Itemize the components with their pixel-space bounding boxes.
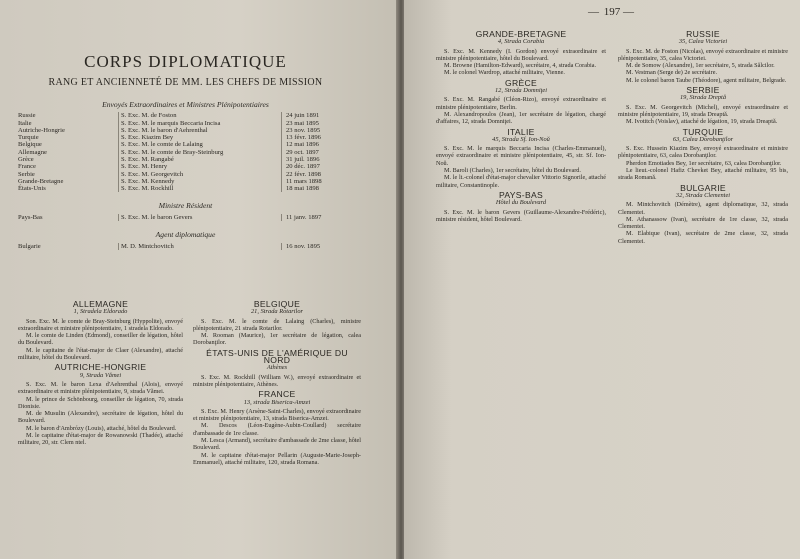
mission-entry: M. le capitaine de l'état-major de Claer (Alexandre), attaché militaire, hôtel du Boulevard. [18,346,183,362]
rank-date: 20 déc. 1897 [286,163,320,171]
mission-turquie [618,126,788,182]
mission-address: 9, Strada Vămei [79,371,122,379]
rank-row [18,141,353,148]
mission-address: 32, Strada Clementei [675,191,731,199]
rank-country: Allemagne [18,148,47,156]
mission-entry: Le lieut.-colonel Hafiz Chevket Bey, attaché militaire, 95 bis, strada Romană. [618,167,788,182]
mission-header: ITALIE [507,126,535,137]
rank-date: 23 mai 1895 [286,119,319,127]
rank-row [18,171,353,178]
rank-date: 16 nov. 1895 [286,242,321,250]
rank-country: États-Unis [18,185,46,193]
rank-country: Serbie [18,170,35,178]
rank-row [18,120,353,127]
mission-etats-unis [193,347,361,388]
rank-name: S. Exc. M. Georgevitch [119,171,282,178]
rank-name: M. D. Mintchovitch [119,243,282,250]
mission-entry: Pherdon Emotiades Bey, 1er secrétaire, 63, calea Dorobanţilor. [626,159,782,167]
mission-entry: S. Exc. M. le comte de Lalaing (Charles), ministre plénipotentiaire, 21 strada Rotarilor. [193,317,361,332]
mission-header: TURQUIE [682,126,724,137]
rank-date: 13 févr. 1896 [286,134,321,142]
left-page [0,0,398,559]
rank-country: Italie [18,119,32,127]
right-page [404,0,800,559]
rank-row [18,185,353,192]
resident-table [18,214,353,221]
rank-name: S. Exc. Kiazim Bey [119,134,282,141]
mission-entry: M. Vestman (Serge de) 2e secrétaire. [626,69,718,77]
resident-heading: Ministre Résident [158,201,213,211]
mission-header: GRÈCE [504,77,538,88]
mission-header: AUTRICHE-HONGRIE [54,362,147,373]
rank-name: S. Exc. M. le comte de Lalaing [119,141,282,148]
rank-date: 31 juil. 1896 [286,156,320,163]
agent-table [18,243,353,250]
mission-address: 35, Calea Victoriei [678,38,728,46]
mission-address: Hôtel du Boulevard [495,199,547,207]
mission-entry: M. de Musulin (Alexandre), secrétaire de légation, hôtel du Boulevard. [18,410,183,425]
mission-header: GRANDE-BRETAGNE [475,29,567,39]
left-mission-col-2 [193,298,361,466]
rank-name: S. Exc. M. Kennedy [119,178,282,185]
mission-address: Athènes [266,364,288,372]
rank-date: 22 févr. 1898 [286,170,321,178]
mission-entry: M. Ivotitch (Voislav), attaché de légation, 19, strada Dreaptă. [626,118,778,126]
right-mission-col-2 [618,28,788,245]
rank-country: Autriche-Hongrie [18,126,65,134]
rank-name: S. Exc. M. le marquis Beccaria Incisa [119,120,282,127]
mission-france [193,391,361,466]
mission-header: BULGARIE [680,182,726,193]
mission-russie [618,31,788,84]
rank-date: 18 mai 1898 [286,185,319,193]
mission-entry: S. Exc. Hussein Kiazim Bey, envoyé extraordinaire et ministre plénipotentiaire, 63, calea Dorobanţilor. [618,145,788,160]
rank-country: France [18,163,36,171]
mission-header: ALLEMAGNE [72,299,129,309]
mission-header: RUSSIE [686,29,720,39]
rank-row [18,214,353,221]
mission-entry: M. le prince de Schönbourg, conseiller de légation, 70, strada Dionisie. [18,395,183,410]
rank-name: S. Exc. M. le baron d'Aehrenthal [119,127,282,134]
right-mission-col-1 [436,28,606,245]
rank-country: Russie [18,112,36,120]
left-missions [18,298,363,466]
mission-entry: S. Exc. M. Kennedy (I. Gordon) envoyé extraordinaire et ministre plénipotentiaire, hôtel du Boulevard. [436,47,606,62]
mission-entry: M. Alexandropoulos (Jean), 1er secrétaire de légation, chargé d'affaires, 12, strada Domniţei. [436,110,606,126]
rank-row [18,127,353,134]
mission-header: PAYS-BAS [498,189,544,200]
mission-entry: S. Exc. M. Henry (Arsène-Saint-Charles), envoyé extraordinaire et ministre plénipotentiaire, 13, strada Biserica-Amzei. [193,407,361,423]
rank-country: Bulgarie [18,242,41,250]
rank-country: Turquie [18,134,39,142]
mission-address: 19, Strada Dreptă [679,94,727,102]
rank-row [18,134,353,141]
mission-entry: S. Exc. M. de Foston (Nicolas), envoyé extraordinaire et ministre plénipotentiaire, 35, calea Victoriei. [618,47,788,62]
mission-grande-bretagne [436,31,606,77]
rank-date: 23 nov. 1895 [286,126,321,134]
mission-entry: M. le colonel baron Taube (Théodore), agent militaire, Belgrade. [626,76,787,84]
rank-row [18,243,353,250]
mission-entry: M. de Somow (Alexandre), 1er secrétaire, 5, strada Sălcilor. [626,62,775,70]
page-number: — 197 — [588,6,636,18]
mission-entry: M. Elabique (Ivan), secrétaire de 2me classe, 32, strada Clementei. [618,230,788,245]
mission-header: SERBIE [686,85,720,96]
mission-entry: S. Exc. M. le baron Gevers (Guillaume-Alexandre-Frédéric), ministre résident, hôtel Boulevard. [436,208,606,223]
rank-name: S. Exc. M. de Foston [119,112,282,119]
mission-address: 4, Strada Corabia [497,38,545,46]
rank-country: Belgique [18,141,42,149]
agent-heading: Agent diplomatique [155,230,216,240]
rank-name: S. Exc. M. Rangabé [119,156,282,163]
rank-country: Grande-Bretagne [18,177,64,185]
envoyes-heading: Envoyés Extraordinaires et Ministres Plénipotentiaires [102,99,269,109]
rank-row [18,156,353,163]
mission-grece [436,77,606,126]
mission-entry: M. Athanassow (Ivan), secrétaire de 1re classe, 32, strada Clementei. [618,215,788,231]
rank-name: S. Exc. M. Henry [119,163,282,170]
mission-address: 45, Strada Sf. Ion-Noŭ [492,135,550,143]
mission-address: 13, strada Biserica-Amzei [243,398,311,406]
mission-entry: M. Browne (Hamilton-Edward), secrétaire, 4, strada Corabia. [444,62,597,70]
rank-date: 11 janv. 1897 [286,213,322,221]
mission-pays-bas [436,189,606,223]
mission-bulgarie [618,182,788,245]
page-number-value: 197 [603,6,621,18]
rank-row [18,112,353,119]
mission-autriche-hongrie [18,364,183,446]
envoyes-table [18,112,353,192]
mission-address: 63, Calea Dorobanţilor [672,135,734,143]
mission-entry: S. Exc. M. le baron Lexa d'Aehrenthal (Alois), envoyé extraordinaire et ministre plénipotentiaire, 9, strada Vămei. [18,380,183,396]
mission-entry: M. Baroli (Charles), 1er secrétaire, hôtel du Boulevard. [444,167,581,175]
mission-entry: M. le baron d'Ambrózy (Louis), attaché, hôtel du Boulevard. [26,424,177,432]
rank-date: 12 mai 1896 [286,141,319,149]
page-title: CORPS DIPLOMATIQUE [84,52,287,71]
rank-row [18,149,353,156]
mission-entry: Son. Exc. M. le comte de Bray-Steinburg (Hyppolite), envoyé extraordinaire et ministre plénipotentiaire, 1 stradela Eldorado. [18,317,183,332]
mission-address: 12, Strada Domniţei [494,87,547,95]
mission-entry: S. Exc. M. Rangabé (Cléon-Rizo), envoyé extraordinaire et ministre plénipotentiaire, Berlin. [436,96,606,111]
right-missions [436,28,788,245]
mission-address: 21, Strada Rotarilor [250,308,304,316]
mission-allemagne [18,301,183,361]
left-mission-col-1 [18,298,183,466]
mission-entry: S. Exc. M. le marquis Beccaria Incisa (Charles-Emmanuel), envoyé extraordinaire et ministre plénipotentiaire, 45, str. Sf. Ion-Noŭ. [436,145,606,167]
mission-address: 1, Stradela Eldorado [73,308,128,316]
mission-entry: M. le comte de Linden (Edmond), conseiller de légation, hôtel du Boulevard. [18,332,183,347]
rank-date: 11 mars 1898 [286,177,322,185]
mission-header: BELGIQUE [253,299,301,309]
rank-name: S. Exc. M. le baron Gevers [119,214,282,221]
mission-header: FRANCE [258,389,296,400]
rank-date: 29 oct. 1897 [286,148,319,156]
mission-entry: M. Descos (Léon-Eugène-Aubin-Coullard) secrétaire d'ambassade de 1re classe. [193,422,361,437]
mission-header: ÉTATS-UNIS DE L'AMÉRIQUE DU NORD [206,347,348,366]
mission-entry: M. le lt.-colonel d'état-major chevalier Vittorio Signorile, attaché militaire, Constantinople. [436,174,606,189]
mission-serbie [618,87,788,125]
mission-entry: M. Lesca (Armand), secrétaire d'ambassade de 2me classe, hôtel Boulevard. [193,437,361,452]
page-subtitle: RANG ET ANCIENNETÉ DE MM. LES CHEFS DE MISSION [48,77,323,89]
mission-entry: M. le capitaine d'état-major de Rowanowski (Thadée), attaché militaire, 20, str. Clem ntel. [18,432,183,447]
rank-row [18,178,353,185]
rank-row [18,163,353,170]
mission-belgique [193,301,361,347]
mission-entry: S. Exc. M. Rockhill (William W.), envoyé extraordinaire et ministre plénipotentiaire, Athènes. [193,373,361,388]
mission-italie [436,126,606,189]
rank-country: Grèce [18,156,34,163]
mission-entry: M. le capitaine d'état-major Pellarin (Auguste-Marie-Joseph-Emmanuel), attaché militaire, 120, strada Romana. [193,451,361,466]
mission-entry: M. Rooman (Maurice), 1er secrétaire de légation, calea Dorobanţilor. [193,332,361,347]
rank-country: Pays-Bas [18,213,43,221]
rank-name: S. Exc. M. Rockhill [119,185,282,192]
rank-date: 24 juin 1891 [286,112,320,120]
mission-entry: M. le colonel Wardrop, attaché militaire, Vienne. [444,69,565,77]
rank-name: S. Exc. M. le comte de Bray-Steinburg [119,149,282,156]
mission-entry: M. Mintchovitch (Démètre), agent diplomatique, 32, strada Clementei. [618,201,788,216]
left-page-content [18,50,353,250]
mission-entry: S. Exc. M. Georgevitch (Michel), envoyé extraordinaire et ministre plénipotentiaire, 19, strada Dreaptă. [618,103,788,118]
